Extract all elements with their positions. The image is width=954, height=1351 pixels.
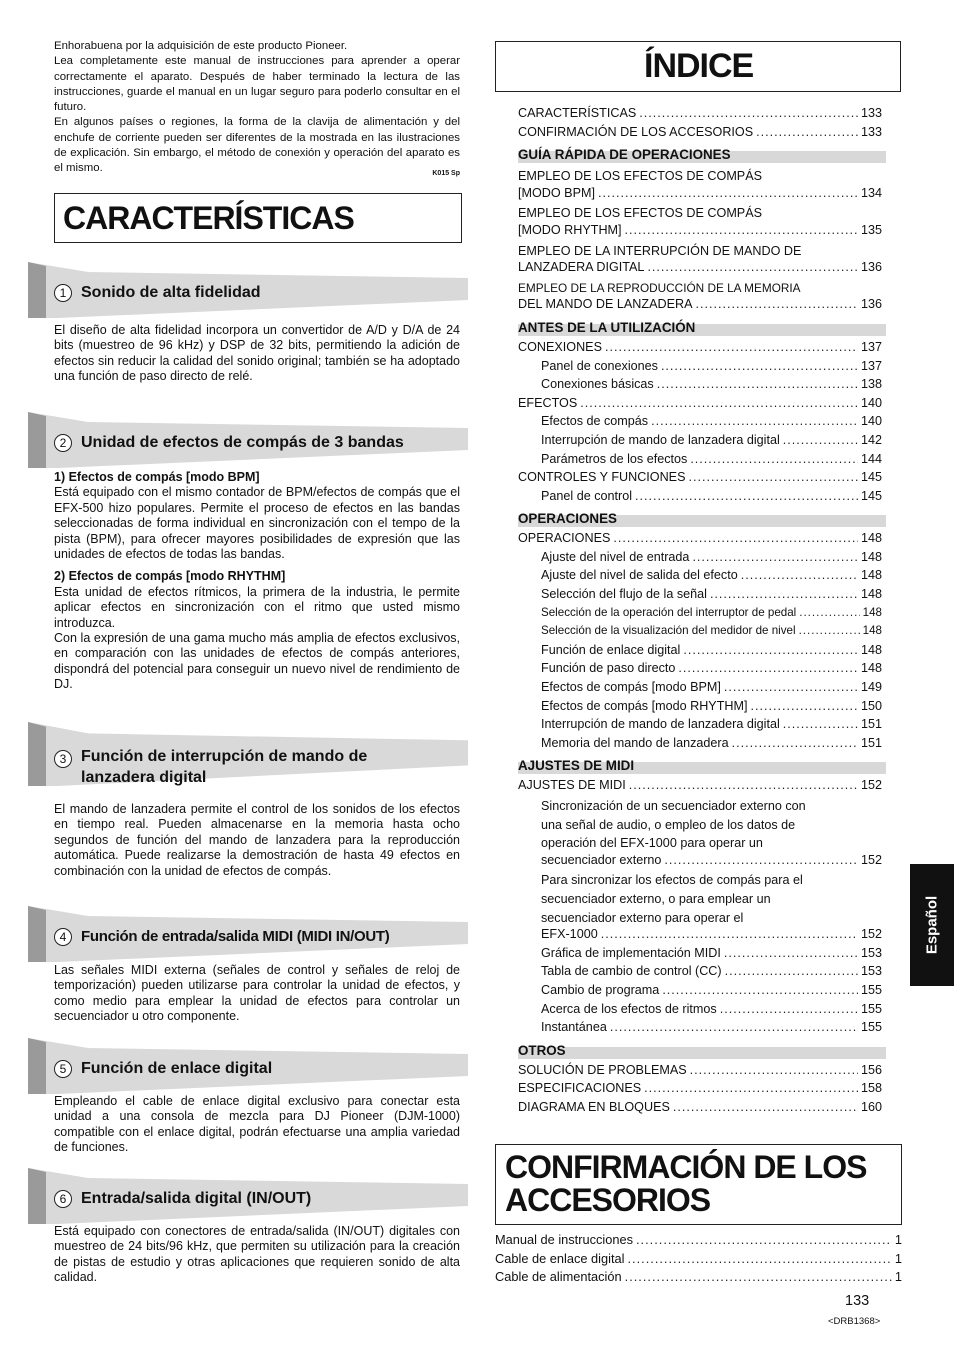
toc-entry[interactable] [518, 550, 882, 569]
toc-section-heading-text: OPERACIONES [518, 511, 617, 527]
section-body-text: Con la expresión de una gama mucho más amplia de efectos exclusivos, en comparación con las unidades de efectos de compás anteriores, dispondrá del potencial para conseguir un nuevo nivel de rendimiento de DJ. [54, 631, 460, 692]
toc-entry-page: 158 [860, 1081, 882, 1096]
toc-section-heading [518, 758, 886, 774]
toc-entry-page: 160 [860, 1099, 882, 1114]
toc-entry-title: Panel de conexiones [541, 358, 658, 373]
toc-antes-list [518, 340, 882, 507]
toc-entry-title: DEL MANDO DE LANZADERA [518, 297, 693, 312]
toc-entry-page: 153 [860, 964, 882, 979]
toc-entry-title: AJUSTES DE MIDI [518, 778, 626, 793]
toc-entry-line[interactable]: secuenciador externo para operar el [541, 910, 744, 925]
toc-entry[interactable] [518, 983, 882, 1002]
section-heading-line: lanzadera digital [81, 769, 207, 786]
section-3-heading [28, 722, 468, 786]
index-title-box [495, 41, 901, 92]
toc-entry-title: OPERACIONES [518, 531, 611, 546]
toc-entry[interactable] [518, 125, 882, 144]
section-body-text: El mando de lanzadera permite el control de los sonidos de los efectos en tiempo real. Pueden almacenarse en la memoria hasta ocho segundos de función del mando de lanzadera para la reproducción automática. Puede realizarse la demostración de hasta 49 efectos en combinación con la unidad de efectos de compás. [54, 802, 460, 878]
toc-entry-page: 152 [860, 927, 882, 942]
toc-entry-title: Cable de enlace digital [495, 1250, 625, 1266]
intro-code: K015 Sp [432, 170, 460, 178]
toc-entry-page: 1 [894, 1232, 902, 1247]
section-body-text: Empleando el cable de enlace digital exclusivo para conectar esta unidad a una consola de mezcla para DJ Pioneer (DJM-1000) compatible con el enlace digital, podrán efectuarse una amplia variedad de funciones. [54, 1094, 460, 1155]
section-5-heading [28, 1038, 468, 1094]
features-title: CARACTERÍSTICAS [63, 200, 354, 236]
toc-entry-page: 136 [860, 297, 882, 312]
section-6-body [54, 1224, 460, 1286]
toc-entry[interactable] [518, 661, 882, 680]
index-title: ÍNDICE [644, 47, 754, 85]
toc-entry-line[interactable]: operación del EFX-1000 para operar un [541, 836, 763, 851]
language-tab [910, 864, 954, 986]
toc-section-heading [518, 319, 886, 336]
toc-entry[interactable] [518, 531, 882, 550]
toc-entry-title: Conexiones básicas [541, 377, 654, 392]
toc-entry[interactable] [518, 470, 882, 489]
toc-entry[interactable] [518, 778, 882, 797]
toc-entry-title: [MODO BPM] [518, 185, 595, 200]
toc-entry-line[interactable]: secuenciador externo, o para emplear un [541, 891, 771, 906]
toc-entry-page: 148 [860, 549, 882, 564]
toc-section-heading [518, 1042, 886, 1059]
toc-entry-page: 151 [860, 717, 882, 732]
intro-paragraph: Lea completamente este manual de instrucciones para aprender a operar correctamente el aparato. Después de haber terminado la lectura de las instrucciones, guarde el manual en un lugar seguro para poderlo consultar en el futuro. [54, 55, 460, 114]
toc-oper-list [518, 531, 882, 754]
toc-entry[interactable] [518, 260, 882, 279]
toc-entry-title: Tabla de cambio de control (CC) [541, 964, 722, 979]
toc-entry-title: Interrupción de mando de lanzadera digital [541, 432, 780, 447]
toc-entry-title: Parámetros de los efectos [541, 451, 688, 466]
toc-entry[interactable] [518, 489, 882, 508]
accessories-title-line: ACCESORIOS [505, 1182, 711, 1218]
toc-entry-title: Memoria del mando de lanzadera [541, 735, 729, 750]
toc-entry-title: Efectos de compás [541, 414, 649, 429]
toc-entry-title: LANZADERA DIGITAL [518, 260, 645, 275]
toc-entry-page: 156 [860, 1062, 882, 1077]
section-body-text: El diseño de alta fidelidad incorpora un convertidor de A/D y D/A de 24 bits (muestreo de 96 kHz) y DSP de 32 bits, permitiendo la adición de efectos sin reducir la calidad del sonido original; también se ha adoptado una función de paso directo de relé. [54, 323, 460, 384]
toc-entry[interactable] [518, 106, 882, 125]
section-number: 4 [54, 928, 72, 946]
toc-entry[interactable] [518, 340, 882, 359]
toc-entry[interactable] [518, 946, 882, 965]
toc-section-heading-text: ANTES DE LA UTILIZACIÓN [518, 319, 696, 335]
toc-entry-page: 140 [860, 414, 882, 429]
toc-section-heading [518, 511, 886, 527]
toc-entry-line[interactable]: Sincronización de un secuenciador externo con [541, 799, 806, 813]
toc-entry-page: 152 [860, 778, 882, 793]
toc-entry-page: 155 [860, 1020, 882, 1035]
toc-entry-page: 136 [860, 260, 882, 275]
section-number: 6 [54, 1190, 72, 1208]
toc-midi-list [518, 946, 882, 1039]
toc-entry-line[interactable]: EMPLEO DE LOS EFECTOS DE COMPÁS [518, 206, 763, 221]
toc-entry-title: CONEXIONES [518, 339, 602, 354]
toc-entry-page: 155 [860, 982, 882, 997]
toc-entry-title: Selección de la visualización del medidor de nivel [541, 624, 796, 638]
toc-entry-page: 142 [860, 432, 882, 447]
toc-entry-title: secuenciador externo [541, 852, 662, 867]
toc-entry-title: SOLUCIÓN DE PROBLEMAS [518, 1062, 687, 1077]
toc-entry-page: 152 [860, 852, 882, 867]
intro-paragraph: Enhorabuena por la adquisición de este producto Pioneer. [54, 40, 348, 52]
toc-entry[interactable] [518, 452, 882, 471]
section-heading-text [81, 746, 367, 788]
toc-entry-page: 1 [894, 1269, 902, 1285]
section-1-heading [28, 262, 468, 318]
toc-entry[interactable] [518, 587, 882, 606]
section-4-heading [28, 906, 468, 962]
subsection-title: 2) Efectos de compás [modo RHYTHM] [54, 569, 286, 584]
toc-section-heading-text: GUÍA RÁPIDA DE OPERACIONES [518, 147, 731, 163]
toc-entry[interactable] [518, 297, 882, 316]
accessories-title [505, 1151, 866, 1217]
toc-entry[interactable] [518, 736, 882, 755]
toc-entry-page: 148 [860, 531, 882, 546]
toc-entry[interactable] [518, 643, 882, 662]
toc-entry-line[interactable]: EMPLEO DE LOS EFECTOS DE COMPÁS [518, 169, 763, 184]
toc-entry-page: 148 [860, 642, 882, 657]
toc-entry-page: 148 [860, 587, 882, 602]
toc-entry-page: 140 [860, 395, 882, 410]
language-tab-label: Español [923, 895, 941, 955]
section-6-heading [28, 1168, 468, 1224]
section-body-text: Las señales MIDI externa (señales de control y señales de reloj de temporización) pueden utilizarse para controlar la unidad de efectos, y como medio para emplear la unidad de efectos para controlar un secuenciador u otro componente. [54, 963, 460, 1024]
toc-entry-title: EFX-1000 [541, 927, 598, 942]
section-heading-line: Función de interrupción de mando de [81, 748, 368, 765]
toc-entry-title: Función de paso directo [541, 661, 676, 676]
toc-entry[interactable] [518, 927, 882, 946]
toc-entry-page: 137 [860, 339, 882, 354]
toc-entry[interactable] [518, 568, 882, 587]
toc-entry[interactable] [518, 1100, 882, 1119]
document-code: <DRB1368> [828, 1316, 881, 1327]
toc-entry-title: EFECTOS [518, 395, 578, 410]
toc-entry[interactable] [518, 1063, 882, 1082]
toc-entry-title: Manual de instrucciones [495, 1232, 633, 1247]
toc-entry-page: 155 [860, 1001, 882, 1016]
section-number: 3 [54, 750, 72, 768]
toc-entry[interactable] [518, 624, 882, 643]
toc-entry-page: 148 [862, 605, 882, 619]
toc-entry-title: Ajuste del nivel de entrada [541, 549, 690, 564]
toc-section-heading-text: OTROS [518, 1042, 566, 1058]
toc-entry[interactable] [518, 853, 882, 872]
toc-entry-page: 137 [860, 358, 882, 373]
section-1-body [54, 323, 460, 385]
section-3-body [54, 802, 460, 879]
toc-entry-title: Gráfica de implementación MIDI [541, 945, 721, 960]
toc-entry[interactable] [495, 1251, 902, 1270]
section-2-body [54, 470, 460, 693]
section-heading-text: Función de enlace digital [81, 1060, 273, 1077]
section-heading-text: Unidad de efectos de compás de 3 bandas [81, 434, 404, 451]
toc-entry-page: 148 [860, 568, 882, 583]
toc-entry[interactable] [518, 186, 882, 205]
toc-entry-page: 145 [860, 470, 882, 485]
toc-entry-title: Instantánea [541, 1020, 607, 1035]
toc-entry[interactable] [518, 377, 882, 396]
toc-entry-title: Interrupción de mando de lanzadera digital [541, 717, 780, 732]
section-4-body [54, 963, 460, 1025]
section-heading-text: Entrada/salida digital (IN/OUT) [81, 1190, 312, 1207]
intro-paragraph [54, 115, 460, 176]
toc-entry[interactable] [518, 1002, 882, 1021]
toc-entry-page: 149 [860, 680, 882, 695]
toc-entry-line[interactable]: EMPLEO DE LA REPRODUCCIÓN DE LA MEMORIA [518, 280, 801, 295]
toc-entry[interactable] [518, 433, 882, 452]
toc-entry[interactable] [518, 1020, 882, 1039]
toc-entry-title: CONFIRMACIÓN DE LOS ACCESORIOS [518, 124, 754, 139]
accessories-title-line: CONFIRMACIÓN DE LOS [505, 1149, 867, 1185]
toc-entry[interactable] [518, 414, 882, 433]
section-heading-text: Sonido de alta fidelidad [81, 284, 261, 301]
toc-entry-title: CONTROLES Y FUNCIONES [518, 470, 686, 485]
section-5-body [54, 1094, 460, 1156]
intro-text [54, 39, 460, 182]
intro-paragraph-text: En algunos países o regiones, la forma de la clavija de alimentación y del enchufe de corriente pueden ser diferentes de la mostrada en las ilustraciones de explicación. Sin embargo, el método de conexión y operación del aparato es el mismo. [54, 116, 460, 175]
section-body-text: Esta unidad de efectos rítmicos, la primera de la industria, le permite aplicar efectos en sincronización con el ritmo que usted mismo introduzca. [54, 584, 460, 630]
toc-entry-title: DIAGRAMA EN BLOQUES [518, 1099, 670, 1114]
toc-entry-title: Efectos de compás [modo BPM] [541, 680, 721, 695]
toc-otros-list [518, 1063, 882, 1119]
toc-entry-title: [MODO RHYTHM] [518, 222, 622, 237]
toc-entry-page: 148 [860, 661, 882, 676]
section-number: 5 [54, 1060, 72, 1078]
toc-entry-title: CARACTERÍSTICAS [518, 106, 637, 120]
toc-entry-title: Selección de la operación del interruptor de pedal [541, 605, 797, 619]
toc-entry[interactable] [518, 699, 882, 718]
toc-entry-page: 150 [860, 698, 882, 713]
toc-entry-page: 134 [860, 185, 882, 200]
toc-section-heading-text: AJUSTES DE MIDI [518, 758, 635, 774]
toc-entry[interactable] [495, 1269, 902, 1288]
toc-entry[interactable] [518, 359, 882, 378]
toc-entry-page: 145 [860, 488, 882, 503]
toc-entry-page: 1 [894, 1250, 902, 1266]
toc-entry[interactable] [495, 1232, 902, 1251]
section-2-heading [28, 412, 468, 468]
toc-entry-title: Cambio de programa [541, 982, 660, 997]
toc-entry-title: Panel de control [541, 488, 633, 503]
toc-entry-page: 133 [860, 106, 882, 120]
toc-entry-page: 133 [860, 124, 882, 139]
toc-entry-page: 138 [860, 377, 882, 392]
toc-entry-title: Función de enlace digital [541, 642, 681, 657]
toc-section-heading [518, 147, 886, 163]
toc-entry[interactable] [518, 223, 882, 242]
section-body-text: Está equipado con conectores de entrada/salida (IN/OUT) digitales con muestreo de 24 bits/96 kHz, que permiten su utilización para la creación de pistas de estudio y otras aplicaciones que requieren sonido de alta calidad. [54, 1224, 460, 1285]
toc-entry-title: ESPECIFICACIONES [518, 1081, 642, 1096]
toc-entry-line[interactable]: una señal de audio, o empleo de los datos de [541, 817, 796, 832]
section-number: 2 [54, 434, 72, 452]
toc-entry[interactable] [518, 396, 882, 415]
toc-entry-title: Ajuste del nivel de salida del efecto [541, 568, 738, 583]
toc-entry-title: Cable de alimentación [495, 1269, 622, 1285]
toc-entry[interactable] [518, 717, 882, 736]
toc-entry-page: 153 [860, 945, 882, 960]
section-body-text: Está equipado con el mismo contador de BPM/efectos de compás que el EFX-500 hizo populares. Permite el proceso de efectos en las bandas seleccionadas de forma individual en sincronización con el tempo de la pista (BPM), para ofrecer mayores posibilidades de expresión que las unidades de efectos de todas las bandas. [54, 485, 460, 562]
section-number: 1 [54, 284, 72, 302]
toc-entry-title: Efectos de compás [modo RHYTHM] [541, 698, 748, 713]
toc-entry[interactable] [518, 1081, 882, 1100]
toc-entry-page: 148 [862, 624, 882, 638]
toc-entry-line[interactable]: Para sincronizar los efectos de compás para el [541, 873, 803, 888]
subsection-title: 1) Efectos de compás [modo BPM] [54, 470, 260, 484]
toc-entry[interactable] [518, 606, 882, 625]
toc-entry[interactable] [518, 964, 882, 983]
toc-entry-line[interactable]: EMPLEO DE LA INTERRUPCIÓN DE MANDO DE [518, 243, 802, 258]
toc-entry-page: 144 [860, 451, 882, 466]
accessories-list [495, 1232, 902, 1288]
toc-entry-page: 135 [860, 222, 882, 237]
toc-entry-title: Selección del flujo de la señal [541, 587, 707, 602]
toc-entry[interactable] [518, 680, 882, 699]
section-heading-text: Función de entrada/salida MIDI (MIDI IN/OUT) [81, 928, 390, 945]
toc-entry-page: 151 [860, 735, 882, 750]
table-of-contents [518, 106, 882, 1119]
accessories-title-box [495, 1144, 902, 1225]
toc-entry-title: Acerca de los efectos de ritmos [541, 1001, 717, 1016]
features-title-box [54, 193, 462, 243]
page-number: 133 [845, 1293, 870, 1309]
